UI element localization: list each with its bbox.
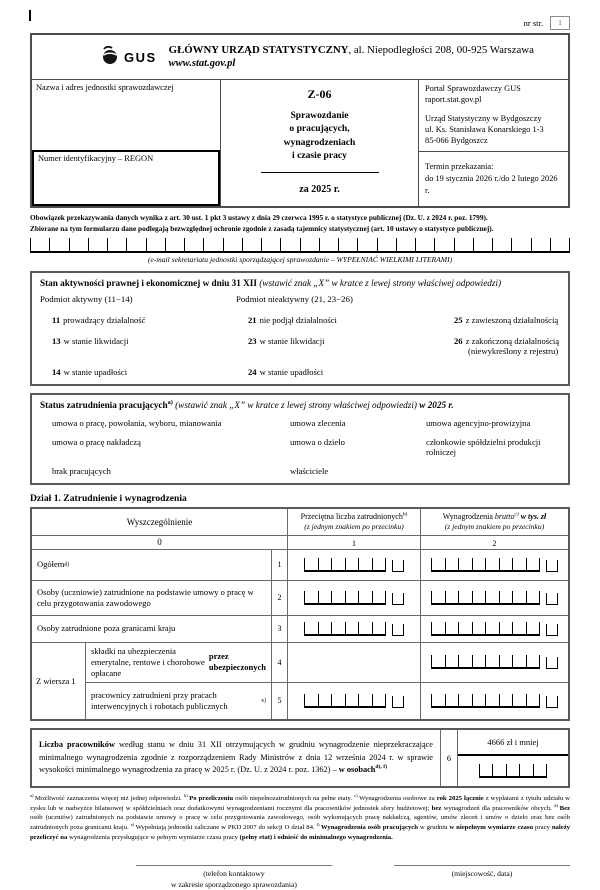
org-name-address: GŁÓWNY URZĄD STATYSTYCZNY, al. Niepodległości 208, 00-925 Warszawa (168, 44, 534, 57)
comb-cell (474, 238, 493, 251)
row3-employment-comb[interactable] (304, 622, 404, 636)
regon-label: Numer identyfikacyjny – REGON (38, 154, 154, 163)
row5-label: pracownicy zatrudnieni przy pracach interwencyjnych i robotach publicznych e) (86, 683, 272, 719)
comb-cell (551, 238, 569, 251)
comb-cell (224, 238, 243, 251)
comb-cell (373, 694, 386, 706)
table-row (32, 550, 568, 581)
option-label: w stanie likwidacji (63, 335, 129, 346)
option-label: umowa o pracę, powołania, wyboru, mianowania (52, 417, 222, 428)
status-option-cooperative-members[interactable] (426, 437, 560, 457)
row1-employment-comb[interactable] (304, 558, 404, 572)
comb-cell (373, 558, 386, 570)
page-number-label: nr str. (523, 18, 543, 28)
crop-mark (29, 10, 31, 21)
status-option-specific-task-contract[interactable] (290, 437, 426, 457)
comb-cell (513, 655, 527, 667)
activity-option-23[interactable] (248, 336, 454, 356)
option-label: właściciele (290, 465, 329, 476)
comb-cell (486, 694, 500, 706)
option-code: 14 (52, 366, 61, 377)
comb-cell (305, 591, 319, 603)
comb-cell (358, 238, 377, 251)
table-row (86, 683, 568, 719)
unit-column (32, 80, 221, 206)
comb-cell (346, 591, 360, 603)
row2-number: 2 (272, 581, 288, 615)
footnotes: $^{a)}$ Możliwość zaznaczenia więcej niż jednej odpowiedzi. $^{b)}$ Po przeliczeniu osób niepełnozatrudnionych na pełne etaty. $^{c)}$ Wynagrodzenia osobowe za rok 2025 łącznie z wypłatami z tytułu udziału w zysku lub w nadwyżce bilansowej w spółdzielniach oraz dodatkowymi wynagrodzeniami rocznymi dla pracowników jednostek sfery budżetowej; bez wynagrodzeń dla pracowników obcych. $^{d)}$ Bez osób (uczniów) zatrudnionych na podstawie umowy o pracę w celu przygotowania zawodowego, osób wykonujących pracę nakładczą, agentów, umów zleceń i umów o dzieło oraz bez osób zatrudnionych poza granicami kraju. $^{e)}$ Wypełniają jednostki zaliczane w PKD 2007 do sekcji O dział 84. $^{f)}$ Wynagrodzenia osób pracujących w grudniu w niepełnym wymiarze czasu pracy należy przeliczyć na wynagrodzenia przysługujące w pełnym wymiarze czasu pracy (pełny etat) i odnieść do minimalnego wynagrodzenia. (30, 792, 571, 841)
office-line: ul. Ks. Stanisława Konarskiego 1-3 (425, 125, 544, 135)
gus-logo-text: GUS (124, 49, 157, 65)
column-index-row (32, 536, 568, 550)
unit-name-address-field[interactable] (32, 95, 220, 150)
comb-cell (459, 694, 473, 706)
deadline-label: Termin przekazania: (425, 162, 494, 172)
activity-option-26[interactable] (454, 336, 560, 356)
row1-label: Ogółem d) (32, 550, 272, 580)
comb-cell (493, 238, 512, 251)
comb-cell (534, 764, 547, 776)
activity-option-11[interactable] (52, 315, 248, 325)
portal-line: raport.stat.gov.pl (425, 95, 482, 105)
option-label: z zakończoną działalnością (465, 335, 560, 346)
comb-cell (513, 622, 527, 634)
comb-cell (31, 238, 50, 251)
comb-cell (473, 655, 487, 667)
comb-cell (359, 558, 373, 570)
comb-cell (473, 622, 487, 634)
row4-label: składki na ubezpieczenia emerytalne, rentowe i chorobowe opłacane przez ubezpieczonych (86, 643, 272, 682)
portal-info (425, 83, 562, 106)
office-address (425, 113, 562, 147)
form-title-line: i czasie pracy (292, 150, 347, 162)
table-row (32, 616, 568, 643)
table-row (32, 581, 568, 616)
employment-status-section (30, 393, 570, 485)
place-date-caption: (miejscowość, data) (451, 868, 513, 878)
section1-heading: Dział 1. Zatrudnienie i wynagrodzenia (30, 492, 187, 504)
office-line: 85-066 Bydgoszcz (425, 136, 488, 146)
email-caption: (e-mail sekretariatu jednostki sporządzającej sprawozdanie – WYPEŁNIAĆ WIELKIMI LITERAMI) (147, 254, 453, 264)
comb-cell (346, 622, 360, 634)
deadline-value: do 19 stycznia 2026 r./do 2 lutego 2026 r. (425, 174, 558, 195)
comb-cell (486, 622, 500, 634)
minimum-wage-row (30, 728, 570, 788)
comb-cell (373, 591, 386, 603)
header-org-row (32, 35, 568, 80)
row6-number: 6 (441, 730, 458, 786)
col2-header-note: (z jednym znakiem po przecinku) (444, 521, 545, 531)
comb-cell (332, 591, 346, 603)
comb-cell (459, 622, 473, 634)
comb-cell (459, 655, 473, 667)
comb-cell (70, 238, 89, 251)
form-title (284, 109, 356, 163)
comb-cell (319, 694, 333, 706)
option-code: 26 (454, 335, 463, 346)
comb-cell (305, 558, 319, 570)
option-label: umowa zlecenia (290, 417, 346, 428)
comb-cell (512, 238, 531, 251)
comb-cell (455, 238, 474, 251)
comb-cell (262, 238, 281, 251)
comb-cell (319, 558, 333, 570)
active-subjects-label: Podmiot aktywny (11−14) (40, 293, 133, 304)
option-label: umowa agencyjno-prowizyjna (426, 417, 531, 428)
table-group-rows (32, 643, 568, 719)
comb-cell (432, 694, 446, 706)
comb-cell (147, 238, 166, 251)
comb-cell (305, 694, 319, 706)
inactive-subjects-label: Podmiot nieaktywny (21, 23−26) (236, 293, 353, 304)
comb-cell (480, 764, 494, 776)
comb-cell (432, 655, 446, 667)
row6-count-comb[interactable] (479, 764, 548, 778)
activity-title: Stan aktywności prawnej i ekonomicznej w dniu 31 XII (wstawić znak „X” w kratce z lewej strony właściwej odpowiedzi) (40, 277, 502, 288)
row4-number: 4 (272, 643, 288, 682)
page-number-box: 1 (550, 16, 570, 30)
comb-cell (435, 238, 454, 251)
row4-wages-comb[interactable] (431, 655, 558, 669)
legal-obligation (30, 212, 570, 235)
comb-cell (359, 622, 373, 634)
col1-header-text: Przeciętna liczba zatrudnionych$^{b)}$ (300, 510, 408, 521)
row6-text-content: Liczba pracowników według stanu w dniu 31 XII otrzymujących w grudniu wynagrodzenie nieprzekraczające minimalnego wynagrodzenia zgodnie z rozporządzeniem Rady Ministrów z dnia 12 września 2024 r. w sprawie wysokości minimalnego wynagrodzenia za pracę w 2025 r. (Dz. U. z 2024 r. poz. 1362) – w osobach$^{d), f)}$ (39, 740, 433, 775)
comb-cell (527, 655, 540, 667)
comb-cell (527, 591, 540, 603)
row5-employment-comb[interactable] (304, 694, 404, 708)
comb-cell (446, 655, 460, 667)
comb-cell (500, 558, 514, 570)
comb-cell (432, 558, 446, 570)
status-title: Status zatrudnienia pracujących$^{a)}$ (wstawić znak „X” w kratce z lewej strony właściwej odpowiedzi) w 2025 r. (40, 398, 454, 410)
activity-options (40, 315, 560, 377)
comb-cell (486, 558, 500, 570)
org-block (169, 43, 534, 71)
comb-cell (432, 622, 446, 634)
comb-cell (332, 558, 346, 570)
comb-cell (486, 591, 500, 603)
header-main-row (32, 80, 568, 206)
table-header-row (32, 509, 568, 536)
comb-cell (339, 238, 358, 251)
col1-header (288, 509, 421, 535)
status-option-employment-contract[interactable] (52, 418, 290, 428)
comb-cell (397, 238, 416, 251)
comb-cell (527, 694, 540, 706)
row1-wages-comb[interactable] (431, 558, 558, 572)
group-label: Z wiersza 1 (32, 643, 86, 719)
comb-cell (513, 591, 527, 603)
title-divider (261, 172, 379, 173)
comb-cell (473, 591, 487, 603)
comb-cell (281, 238, 300, 251)
regon-field[interactable] (32, 150, 220, 206)
comb-cell (446, 591, 460, 603)
row1-number: 1 (272, 550, 288, 580)
status-option-owners[interactable] (290, 466, 426, 476)
option-label: umowa o dzieło (290, 436, 345, 447)
comb-cell (359, 694, 373, 706)
comb-cell (127, 238, 146, 251)
org-website: www.stat.gov.pl (168, 58, 236, 70)
comb-cell (332, 622, 346, 634)
index-1: 1 (288, 536, 421, 549)
place-date-block (394, 865, 570, 890)
form-title-line: wynagrodzeniach (283, 136, 356, 148)
phone-signature-block (136, 865, 332, 890)
option-label-line2: (niewykreślony z rejestru) (468, 345, 559, 356)
option-code: 13 (52, 335, 61, 346)
option-code: 21 (248, 314, 257, 325)
comb-cell (446, 694, 460, 706)
comb-cell (50, 238, 69, 251)
option-label: z zawieszoną działalnością (465, 314, 559, 325)
signature-area (30, 865, 570, 890)
comb-cell (185, 238, 204, 251)
comb-cell (446, 622, 460, 634)
row2-wages-comb[interactable] (431, 591, 558, 605)
comb-cell (305, 622, 319, 634)
office-info (419, 80, 568, 152)
comb-cell (459, 558, 473, 570)
option-code: 23 (248, 335, 257, 346)
comb-cell (320, 238, 339, 251)
row3-wages-comb[interactable] (431, 622, 558, 636)
comb-cell (378, 238, 397, 251)
portal-line: Portal Sprawozdawczy GUS (425, 84, 521, 93)
empty-cell (454, 367, 560, 377)
comb-cell (527, 558, 540, 570)
form-title-line: Sprawozdanie (290, 110, 349, 121)
comb-cell (243, 238, 262, 251)
section1-table (30, 507, 570, 721)
form-code: Z-06 (307, 87, 332, 101)
obligation-line1: Obowiązek przekazywania danych wynika z art. 30 ust. 1 pkt 3 ustawy z dnia 29 czerwca 1995 r. o statystyce publicznej (Dz. U. z 2024 r. poz. 1799). (30, 213, 488, 222)
comb-cell (500, 622, 514, 634)
table-row (86, 643, 568, 683)
comb-cell (513, 694, 527, 706)
row5-number: 5 (272, 683, 288, 719)
comb-cell (507, 764, 521, 776)
activity-option-24[interactable] (248, 367, 454, 377)
row6-input-cell (458, 730, 568, 786)
comb-cell (500, 694, 514, 706)
comb-cell (513, 558, 527, 570)
comb-cell (520, 764, 534, 776)
comb-cell (89, 238, 108, 251)
comb-cell (532, 238, 551, 251)
comb-cell (473, 558, 487, 570)
unit-name-label: Nazwa i adres jednostki sprawozdawczej (36, 83, 174, 92)
deadline-cell (419, 152, 568, 206)
col0-header: Wyszczególnienie (32, 509, 288, 535)
form-title-column (221, 80, 419, 206)
comb-cell (166, 238, 185, 251)
comb-cell (108, 238, 127, 251)
col2-header-text: Wynagrodzenia brutto$^{c)}$ w tys. zł (442, 510, 547, 521)
activity-option-21[interactable] (248, 315, 454, 325)
option-label: nie podjął działalności (259, 314, 337, 325)
office-line: Urząd Statystyczny w Bydgoszczy (425, 113, 542, 123)
status-option-agency-contract[interactable] (426, 418, 560, 428)
option-label: prowadzący działalność (63, 314, 146, 325)
comb-cell (459, 591, 473, 603)
comb-cell (301, 238, 320, 251)
comb-cell (500, 591, 514, 603)
col1-header-note: (z jednym znakiem po przecinku) (304, 521, 404, 531)
office-column (419, 80, 568, 206)
activity-section (30, 271, 570, 386)
page-number-row (30, 16, 570, 30)
row6-text (32, 730, 441, 786)
option-code: 25 (454, 314, 463, 325)
comb-cell (346, 558, 360, 570)
option-label: w stanie upadłości (63, 366, 128, 377)
row3-label: Osoby zatrudnione poza granicami kraju (32, 616, 272, 642)
comb-cell (486, 655, 500, 667)
form-title-line: o pracujących, (289, 123, 350, 135)
comb-cell (359, 591, 373, 603)
comb-cell (319, 591, 333, 603)
option-label: w stanie upadłości (259, 366, 324, 377)
row5-wages-comb[interactable] (431, 694, 558, 708)
phone-caption-line1: (telefon kontaktowy (203, 868, 265, 878)
comb-cell (500, 655, 514, 667)
comb-cell (446, 558, 460, 570)
comb-cell (332, 694, 346, 706)
col2-header (421, 509, 568, 535)
option-label: umowa o pracę nakładczą (52, 436, 141, 447)
gus-logo-icon (100, 45, 120, 70)
comb-cell (432, 591, 446, 603)
email-comb-field[interactable] (30, 238, 570, 253)
activity-option-13[interactable] (52, 336, 248, 356)
option-label: w stanie likwidacji (259, 335, 325, 346)
phone-caption-line2: w zakresie sporządzonego sprawozdania) (171, 879, 297, 889)
index-2: 2 (492, 538, 497, 548)
row2-label: Osoby (uczniowie) zatrudnione na podstawie umowy o pracę w celu przygotowania zawodowego (32, 581, 272, 615)
activity-option-25[interactable] (454, 315, 560, 325)
status-option-no-employees[interactable] (52, 466, 290, 476)
comb-cell (493, 764, 507, 776)
form-period: za 2025 r. (299, 183, 340, 195)
option-code: 24 (248, 366, 257, 377)
activity-option-14[interactable] (52, 367, 248, 377)
option-label: członkowie spółdzielni produkcji rolniczej (426, 436, 541, 457)
comb-cell (527, 622, 540, 634)
row4-employment-blank (288, 643, 421, 682)
status-options (40, 418, 560, 476)
empty-cell (426, 466, 560, 476)
row2-employment-comb[interactable] (304, 591, 404, 605)
comb-cell (473, 694, 487, 706)
option-code: 11 (52, 314, 61, 325)
comb-cell (346, 694, 360, 706)
comb-cell (373, 622, 386, 634)
comb-cell (416, 238, 435, 251)
activity-subheaders (40, 294, 560, 304)
status-option-mandate-contract[interactable] (290, 418, 426, 428)
row6-amount-label: 4666 zł i mniej (458, 730, 568, 756)
option-label: brak pracujących (52, 465, 111, 476)
form-header (30, 33, 570, 208)
comb-cell (319, 622, 333, 634)
gus-logo (100, 45, 157, 70)
row3-number: 3 (272, 616, 288, 642)
obligation-line2: Zbierane na tym formularzu dane podlegają bezwzględnej ochronie zgodnie z zasadą tajemnicy statystycznej (art. 10 ustawy o statystyce publicznej). (30, 224, 494, 234)
index-0: 0 (32, 536, 288, 549)
status-option-outwork-contract[interactable] (52, 437, 290, 457)
comb-cell (204, 238, 223, 251)
